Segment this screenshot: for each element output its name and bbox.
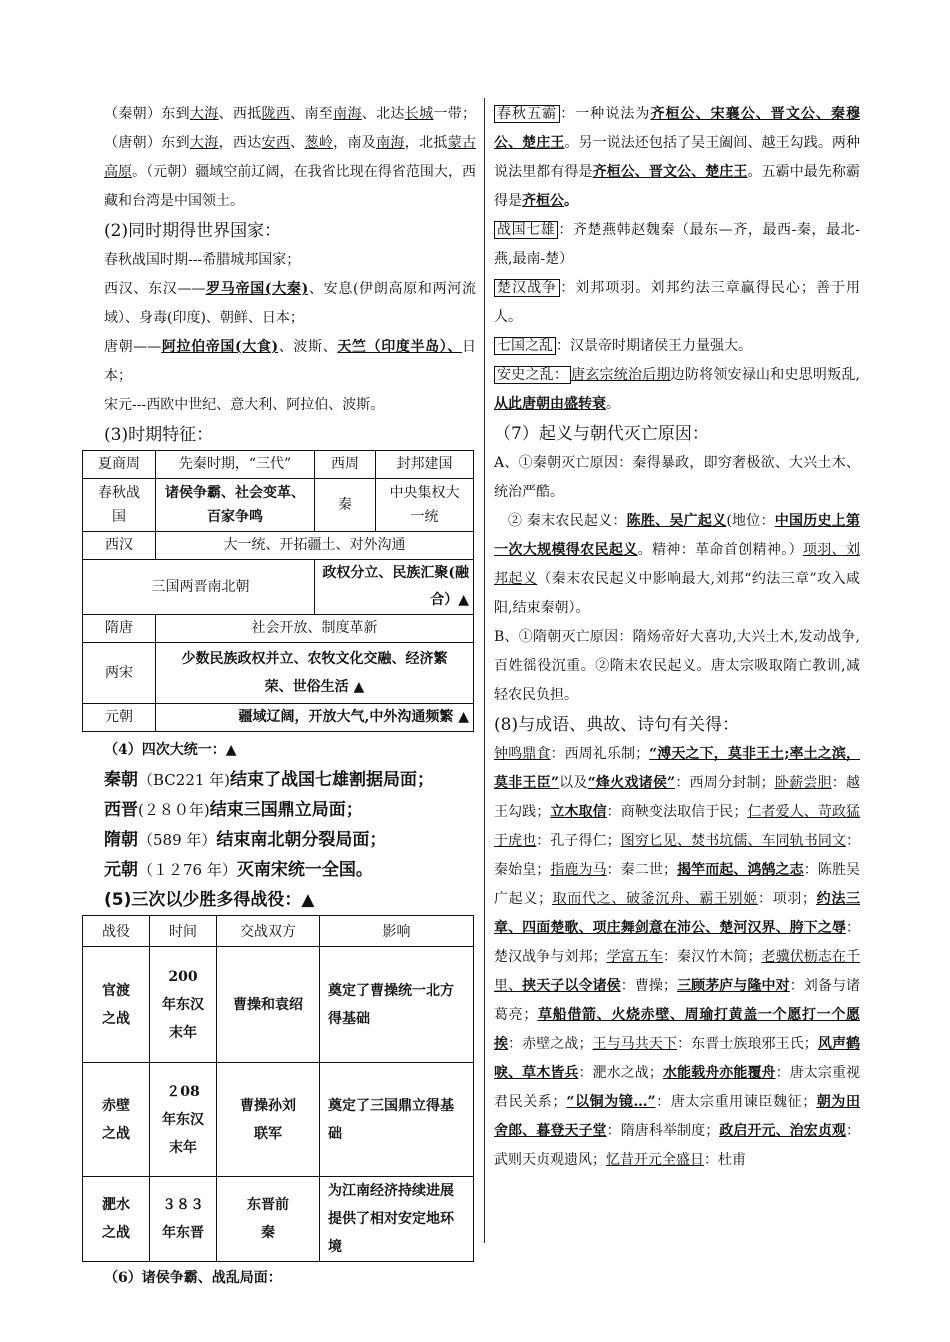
column-divider bbox=[484, 98, 485, 1243]
table-cell: 社会开放、制度革新 bbox=[156, 615, 474, 643]
text: 。五霸中最先称霸得是 bbox=[494, 164, 861, 209]
table-cell: 西汉 bbox=[83, 532, 156, 560]
text: ：汉景帝时期诸侯王力量强大。 bbox=[556, 338, 752, 354]
text: 、安息(伊朗高原和两河流域）、身毒(印度)、朝鲜、日本； bbox=[104, 281, 477, 326]
column-header: 时间 bbox=[150, 916, 217, 947]
qin-uprising-paragraph bbox=[494, 507, 860, 623]
idiom-term: 立木取信 bbox=[550, 804, 607, 820]
table-row bbox=[83, 947, 474, 1063]
text: （秦末农民起义中影响最大,刘邦“约法三章”攻入咸阳,结束秦朝）。 bbox=[494, 571, 860, 616]
text: 一带；（唐朝）东到 bbox=[104, 106, 477, 151]
place-term: 长城 bbox=[404, 106, 434, 122]
year: （BC221 年) bbox=[138, 771, 231, 789]
term-box: 安史之乱： bbox=[494, 366, 571, 384]
place-term: 大海 bbox=[189, 135, 219, 151]
qiguo-paragraph bbox=[494, 332, 860, 361]
idiom-explanation: ：商鞅变法取信于民； bbox=[606, 804, 748, 820]
text: 宋元---西欧中世纪、意大利、阿拉伯、波斯。 bbox=[104, 397, 385, 413]
text: ，北抵 bbox=[404, 135, 448, 151]
table-row bbox=[83, 704, 474, 732]
text: 。（元朝）疆域空前辽阔，在我省比现在得省范围大，西藏和台湾是中国领土。 bbox=[104, 164, 476, 209]
idiom-term: 卧薪尝胆 bbox=[774, 775, 832, 791]
idiom-term: 王与马共天下 bbox=[592, 1036, 678, 1052]
idiom-explanation: ：秦二世； bbox=[606, 862, 677, 878]
table-cell: 疆域辽阔，开放大气,中外沟通频繁 ▲ bbox=[156, 704, 474, 732]
section-heading-2: (2)同时期得世界国家： bbox=[104, 221, 282, 241]
table-row bbox=[83, 1063, 474, 1177]
table-cell: 淝水之战 bbox=[83, 1177, 150, 1262]
column-header: 交战双方 bbox=[217, 916, 320, 947]
idiom-explanation: ：楚汉战争与刘邦； bbox=[494, 920, 860, 965]
idiom-term: “溥天之下，莫非王土;率土之滨，莫非王臣” bbox=[494, 746, 861, 791]
term-box: 春秋五霸 bbox=[494, 105, 560, 123]
table-cell: 先秦时期，“三代” bbox=[156, 451, 315, 479]
table-row bbox=[83, 615, 474, 643]
year: (２８０年) bbox=[138, 801, 210, 819]
table-cell: 政权分立、民族汇聚(融合）▲ bbox=[315, 560, 474, 615]
dynasty: 西晋 bbox=[104, 800, 138, 820]
text: ，南及 bbox=[333, 135, 377, 151]
idiom-explanation: ：杜甫 bbox=[704, 1152, 746, 1168]
place-term: 葱岭 bbox=[304, 135, 334, 151]
section-heading-5: (5)三次以少胜多得战役：▲ bbox=[104, 890, 315, 910]
world-countries bbox=[104, 246, 476, 420]
text: 。精神：革命首创精神。） bbox=[637, 542, 803, 558]
table-cell: 曹操和袁绍 bbox=[217, 947, 320, 1063]
text: ② 秦末农民起义： bbox=[508, 513, 627, 529]
sui-fall-paragraph: B、①隋朝灭亡原因：隋炀帝好大喜功,大兴土木,发动战争,百姓徭役沉重。②隋末农民起义。唐太宗吸取隋亡教训,减轻农民负担。 bbox=[494, 629, 860, 703]
place-term: 大海 bbox=[189, 106, 219, 122]
place-term: 南海 bbox=[376, 135, 405, 151]
qixiong-paragraph bbox=[494, 216, 860, 274]
unification-item bbox=[104, 765, 476, 795]
idiom-term: 朝为田舍郎、暮登天子堂 bbox=[494, 1094, 861, 1139]
year: （１２76 年） bbox=[138, 861, 237, 879]
idiom-explanation: ：淝水之战； bbox=[578, 1065, 663, 1081]
idiom-explanation: ：东晋士族琅邪王氏； bbox=[677, 1036, 818, 1052]
idiom-explanation: ：刘备与诸葛亮； bbox=[494, 978, 861, 1023]
text: 春秋战国时期---希腊城邦国家； bbox=[104, 252, 301, 268]
text: 、 bbox=[290, 135, 305, 151]
idiom-term: “烽火戏诸侯” bbox=[587, 775, 676, 791]
key-term: 罗马帝国(大秦) bbox=[205, 281, 309, 297]
idiom-term: 风声鹤唳、草木皆兵 bbox=[494, 1036, 861, 1081]
battles-table bbox=[82, 915, 474, 1262]
key-term: 阿拉伯帝国(大食) bbox=[161, 339, 279, 355]
table-cell: ３８３年东晋 bbox=[150, 1177, 217, 1262]
key-term: 陈胜、吴广起义 bbox=[626, 513, 727, 529]
qin-fall-paragraph: A、①秦朝灭亡原因：秦得暴政，即穷奢极欲、大兴土木、统治严酷。 bbox=[494, 455, 860, 500]
idiom-term: 草船借箭、火烧赤壁、周瑜打黄盖一个愿打一个愿挨 bbox=[494, 1007, 861, 1052]
table-cell: 东晋前秦 bbox=[217, 1177, 320, 1262]
idiom-term: 取而代之、破釜沉舟、霸王别姬 bbox=[552, 891, 758, 907]
term-box: 七国之乱 bbox=[494, 337, 556, 355]
section-heading-8: (8)与成语、典故、诗句有关得： bbox=[494, 715, 740, 735]
key-term: 中国历史上第一次大规模得农民起义 bbox=[494, 513, 860, 558]
place-term: 南海 bbox=[333, 106, 362, 122]
idioms-paragraph bbox=[494, 740, 860, 1175]
key-term: 唐玄宗统治后期 bbox=[571, 367, 671, 383]
table-cell: 官渡之战 bbox=[83, 947, 150, 1063]
text: 、南至 bbox=[290, 106, 334, 122]
idiom-term: 政启开元、治宏贞观 bbox=[719, 1123, 847, 1139]
key-term: 齐桓公、宋襄公、晋文公、秦穆公、楚庄王 bbox=[494, 106, 861, 151]
idiom-explanation: ：赤壁之战； bbox=[508, 1036, 593, 1052]
table-row bbox=[83, 451, 474, 479]
idiom-explanation: ：曹操； bbox=[620, 978, 677, 994]
idiom-explanation: ：项羽； bbox=[758, 891, 816, 907]
idiom-explanation: ：越王勾践； bbox=[494, 775, 861, 820]
text: 边防将领安禄山和史思明叛乱, bbox=[670, 367, 861, 383]
period-features-table bbox=[82, 450, 474, 732]
key-term: 齐桓公 bbox=[522, 193, 564, 209]
unification-list bbox=[104, 765, 476, 885]
chuhan-paragraph bbox=[494, 274, 860, 332]
text: ，西达 bbox=[218, 135, 262, 151]
idiom-explanation: ：秦始皇； bbox=[494, 833, 861, 878]
key-term: 从此唐朝由盛转衰 bbox=[494, 396, 606, 412]
section-heading-4: （4）四次大统一：▲ bbox=[104, 742, 237, 758]
dynasty: 秦朝 bbox=[104, 770, 138, 790]
text: ：一种说法为 bbox=[560, 106, 651, 122]
section-heading-7: （7）起义与朝代灭亡原因： bbox=[494, 424, 709, 444]
idiom-term: 钟鸣鼎食 bbox=[494, 746, 551, 762]
table-cell: 封邦建国 bbox=[376, 451, 474, 479]
territory-paragraph bbox=[104, 100, 476, 216]
dynasty: 隋朝 bbox=[104, 830, 138, 850]
idiom-term: “以铜为镜…” bbox=[566, 1094, 656, 1110]
idiom-explanation: ：西周礼乐制； bbox=[550, 746, 650, 762]
table-cell: 春秋战国 bbox=[83, 479, 156, 532]
place-term: 安西 bbox=[261, 135, 291, 151]
idiom-explanation: ：唐太宗重视君民关系； bbox=[494, 1065, 861, 1110]
idiom-term: 仁者爱人、苛政猛于虎也 bbox=[494, 804, 861, 849]
anshi-paragraph bbox=[494, 361, 860, 419]
table-cell: 赤壁之战 bbox=[83, 1063, 150, 1177]
event: 灭南宋统一全国。 bbox=[236, 860, 373, 880]
key-term: 项羽、刘邦起义 bbox=[494, 542, 861, 587]
text: （秦朝）东到 bbox=[104, 106, 190, 122]
text: 。 bbox=[564, 193, 578, 209]
idiom-term: 指鹿为马 bbox=[550, 862, 607, 878]
table-cell: 少数民族政权并立、农牧文化交融、经济繁荣、世俗生活 ▲ bbox=[156, 643, 474, 704]
text: 日本； bbox=[104, 339, 477, 384]
table-cell: 诸侯争霸、社会变革、百家争鸣 bbox=[156, 479, 315, 532]
idiom-explanation: ：孔子得仁； bbox=[536, 833, 621, 849]
table-cell: 大一统、开拓疆土、对外沟通 bbox=[156, 532, 474, 560]
unification-item bbox=[104, 825, 476, 855]
term-box: 战国七雄 bbox=[494, 221, 558, 239]
text: 、波斯、 bbox=[278, 339, 338, 355]
idiom-explanation: 以及 bbox=[558, 775, 588, 791]
table-cell: 为江南经济持续进展提供了相对安定地环境 bbox=[320, 1177, 474, 1262]
key-term: 齐桓公、晋文公、楚庄王 bbox=[592, 164, 748, 180]
table-cell: 隋唐 bbox=[83, 615, 156, 643]
table-cell: 元朝 bbox=[83, 704, 156, 732]
table-cell: 三国两晋南北朝 bbox=[83, 560, 315, 615]
table-row bbox=[83, 560, 474, 615]
text: 西汉、东汉—— bbox=[104, 281, 206, 297]
column-header: 战役 bbox=[83, 916, 150, 947]
unification-item bbox=[104, 855, 476, 885]
idiom-explanation: ：唐太宗重用谏臣魏征； bbox=[655, 1094, 817, 1110]
idiom-term: 图穷匕见、焚书坑儒、车同轨书同文 bbox=[620, 833, 847, 849]
unification-item bbox=[104, 795, 476, 825]
place-term: 陇西 bbox=[261, 106, 291, 122]
idiom-term: 约法三章、四面楚歌、项庄舞剑意在沛公、楚河汉界、胯下之辱 bbox=[494, 891, 861, 936]
text: (地位： bbox=[726, 513, 775, 529]
key-term: 天竺（印度半岛）、 bbox=[337, 339, 463, 355]
idiom-term: 三顾茅庐与隆中对 bbox=[676, 978, 790, 994]
idiom-explanation: ：武则天贞观遗风； bbox=[494, 1123, 861, 1168]
table-cell: 曹操孙刘联军 bbox=[217, 1063, 320, 1177]
idiom-term: 忆昔开元全盛日 bbox=[606, 1152, 704, 1168]
event: 结束三国鼎立局面； bbox=[209, 800, 363, 820]
section-heading-3: (3)时期特征： bbox=[104, 425, 214, 445]
right-column bbox=[494, 100, 860, 1175]
text: ：齐楚燕韩赵魏秦（最东—齐，最西-秦，最北-燕,最南-楚） bbox=[494, 222, 860, 267]
year: （589 年） bbox=[138, 831, 217, 849]
left-column bbox=[98, 100, 477, 1293]
table-cell: 奠定了三国鼎立得基础 bbox=[320, 1063, 474, 1177]
idiom-term: 挟天子以令诸侯 bbox=[522, 978, 621, 994]
table-row bbox=[83, 643, 474, 704]
event: 结束了战国七雄割据局面； bbox=[230, 770, 435, 790]
idiom-term: 水能载舟亦能覆舟 bbox=[662, 1065, 776, 1081]
idiom-term: 揭竿而起、鸿鹄之志 bbox=[676, 862, 804, 878]
place-term: 蒙古高原 bbox=[104, 135, 477, 180]
text: 、北达 bbox=[361, 106, 405, 122]
idiom-explanation: ：陈胜吴广起义； bbox=[494, 862, 861, 907]
text: 。 bbox=[606, 396, 620, 412]
event: 结束南北朝分裂局面； bbox=[216, 830, 387, 850]
table-cell: 夏商周 bbox=[83, 451, 156, 479]
term-box: 楚汉战争 bbox=[494, 279, 560, 297]
idiom-explanation: ：秦汉竹木简； bbox=[662, 949, 762, 965]
table-cell: 中央集权大一统 bbox=[376, 479, 474, 532]
wuba-paragraph bbox=[494, 100, 860, 216]
text: 唐朝—— bbox=[104, 339, 162, 355]
section-heading-6: （6）诸侯争霸、战乱局面： bbox=[104, 1270, 282, 1286]
text: 。另一说法还包括了吴王阖闾、越王勾践。两种说法里都有得是 bbox=[494, 135, 861, 180]
text: 、西抵 bbox=[218, 106, 262, 122]
table-cell: 200 年东汉末年 bbox=[150, 947, 217, 1063]
dynasty: 元朝 bbox=[104, 860, 138, 880]
table-row bbox=[83, 1177, 474, 1262]
text: ：刘邦项羽。刘邦约法三章赢得民心；善于用人。 bbox=[494, 280, 861, 325]
table-cell: 奠定了曹操统一北方得基础 bbox=[320, 947, 474, 1063]
table-cell: 秦 bbox=[315, 479, 376, 532]
table-header-row bbox=[83, 916, 474, 947]
table-cell: 西周 bbox=[315, 451, 376, 479]
idiom-term: 学富五车 bbox=[606, 949, 663, 965]
table-cell: 两宋 bbox=[83, 643, 156, 704]
table-row bbox=[83, 532, 474, 560]
column-header: 影响 bbox=[320, 916, 474, 947]
table-cell: ２08 年东汉末年 bbox=[150, 1063, 217, 1177]
idiom-explanation: ：西周分封制； bbox=[675, 775, 775, 791]
idiom-explanation: ：隋唐科举制度； bbox=[606, 1123, 720, 1139]
idiom-term: 老骥伏枥志在千里、 bbox=[494, 949, 861, 994]
table-row bbox=[83, 479, 474, 532]
